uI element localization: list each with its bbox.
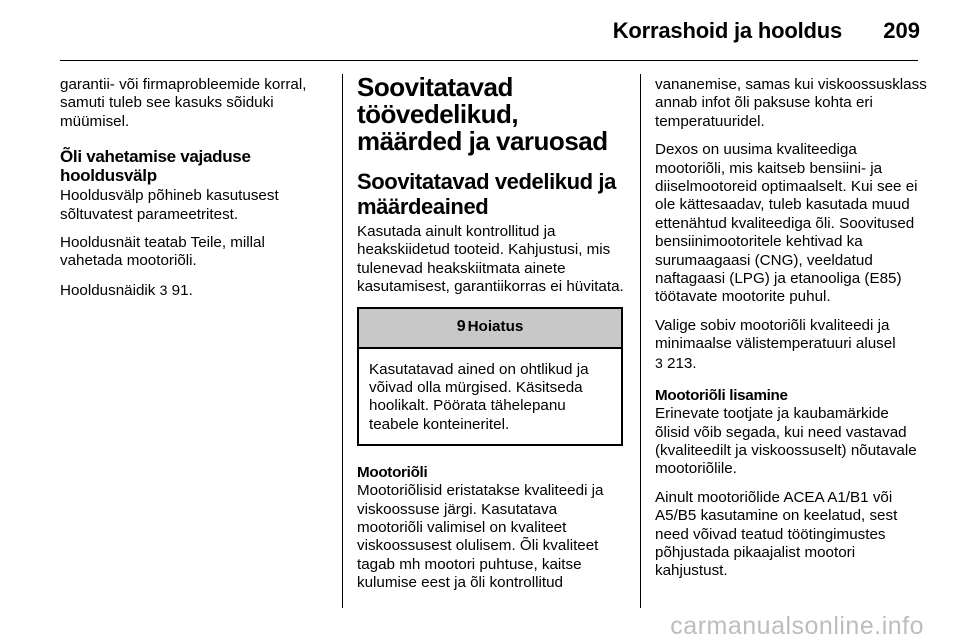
page-ref-icon: 3 <box>159 281 168 298</box>
watermark: carmanualsonline.info <box>670 612 924 640</box>
warning-body <box>359 349 621 445</box>
paragraph: Hooldusvälp põhineb kasutusest sõltuvatest parameetritest. <box>60 187 279 223</box>
page-ref-icon: 3 <box>655 354 663 371</box>
paragraph <box>60 281 328 300</box>
paragraph: Erinevate tootjate ja kaubamärkide õlisid võib segada, kui need vastavad (kvaliteedilt ja viskoossuselt) nõutavale mootoriõlile. <box>655 405 917 478</box>
column-1 <box>60 76 328 310</box>
warning-box <box>357 307 623 447</box>
paragraph: garantii- või firmaprobleemide korral, samuti tuleb see kasuks sõiduki müümisel. <box>60 76 307 130</box>
paragraph: Hooldusnäit teatab Teile, millal vahetada mootoriõli. <box>60 234 265 270</box>
xref-text: Hooldusnäidik <box>60 281 156 299</box>
section-title: Korrashoid ja hooldus <box>612 18 842 43</box>
page-ref-link[interactable]: 91. <box>171 281 193 299</box>
warning-text: Kasutatavad ained on ohtlikud ja võivad olla mürgised. Käsitseda hoolikalt. Pöörata tähelepanu teabele konteineritel. <box>369 360 589 433</box>
column-divider <box>640 74 641 608</box>
paragraph: vananemise, samas kui viskoossusklass annab infot õli paksuse kohta eri temperatuuridel. <box>655 76 927 130</box>
warning-icon: 9 <box>456 318 466 336</box>
paragraph <box>655 317 927 373</box>
column-2 <box>357 72 627 603</box>
column-divider <box>342 74 343 608</box>
section-heading: Õli vahetamise vajaduse hooldusvälp <box>60 147 251 186</box>
subsection-title: Soovitatavad vedelikud ja määrdeained <box>357 169 616 219</box>
chapter-title: Soovitatavad töövedelikud, määrded ja varuosad <box>357 72 608 156</box>
warning-header <box>359 309 621 349</box>
xref-text: Valige sobiv mootoriõli kvaliteedi ja minimaalse välistemperatuuri alusel <box>655 316 896 353</box>
warning-label: Hoiatus <box>467 318 524 336</box>
column-3 <box>655 76 927 591</box>
section-heading: Mootoriõli <box>357 464 428 482</box>
header-rule <box>60 60 918 61</box>
page-number: 209 <box>883 18 920 43</box>
paragraph: Kasutada ainult kontrollitud ja heakskiidetud tooteid. Kahjustusi, mis tulenevad heakskiitmata ainete kasutamisest, garantiikorras ei hüvitata. <box>357 223 624 296</box>
page-ref-link[interactable]: 213. <box>667 354 697 372</box>
section-heading: Mootoriõli lisamine <box>655 387 788 405</box>
paragraph: Ainult mootoriõlide ACEA A1/B1 või A5/B5 kasutamine on keelatud, sest need võivad teatud töötingimustes põhjustada pikaajalist mootori kahjustust. <box>655 488 898 580</box>
page-header <box>0 0 960 56</box>
paragraph: Mootoriõlisid eristatakse kvaliteedi ja viskoossuse järgi. Kasutatava mootoriõli valimisel on kvaliteet viskoossusest olulisem. Õli kvaliteet tagab mh mootori puhtuse, kaitse kulumise eest ja õli kontrollitud <box>357 482 604 592</box>
paragraph: Dexos on uusima kvaliteediga mootoriõli, mis kaitseb bensiini- ja diiselmootoreid optimaalselt. Kui see ei ole kättesaadav, tuleb kasutada muud ettenähtud kvaliteediga õli. Soovitused bensiinimootoritele kehtivad ka surumaagaasi (CNG), veeldatud naftagaasi (LPG) ja etanooliga (E85) töötavate mootorite puhul. <box>655 141 918 306</box>
